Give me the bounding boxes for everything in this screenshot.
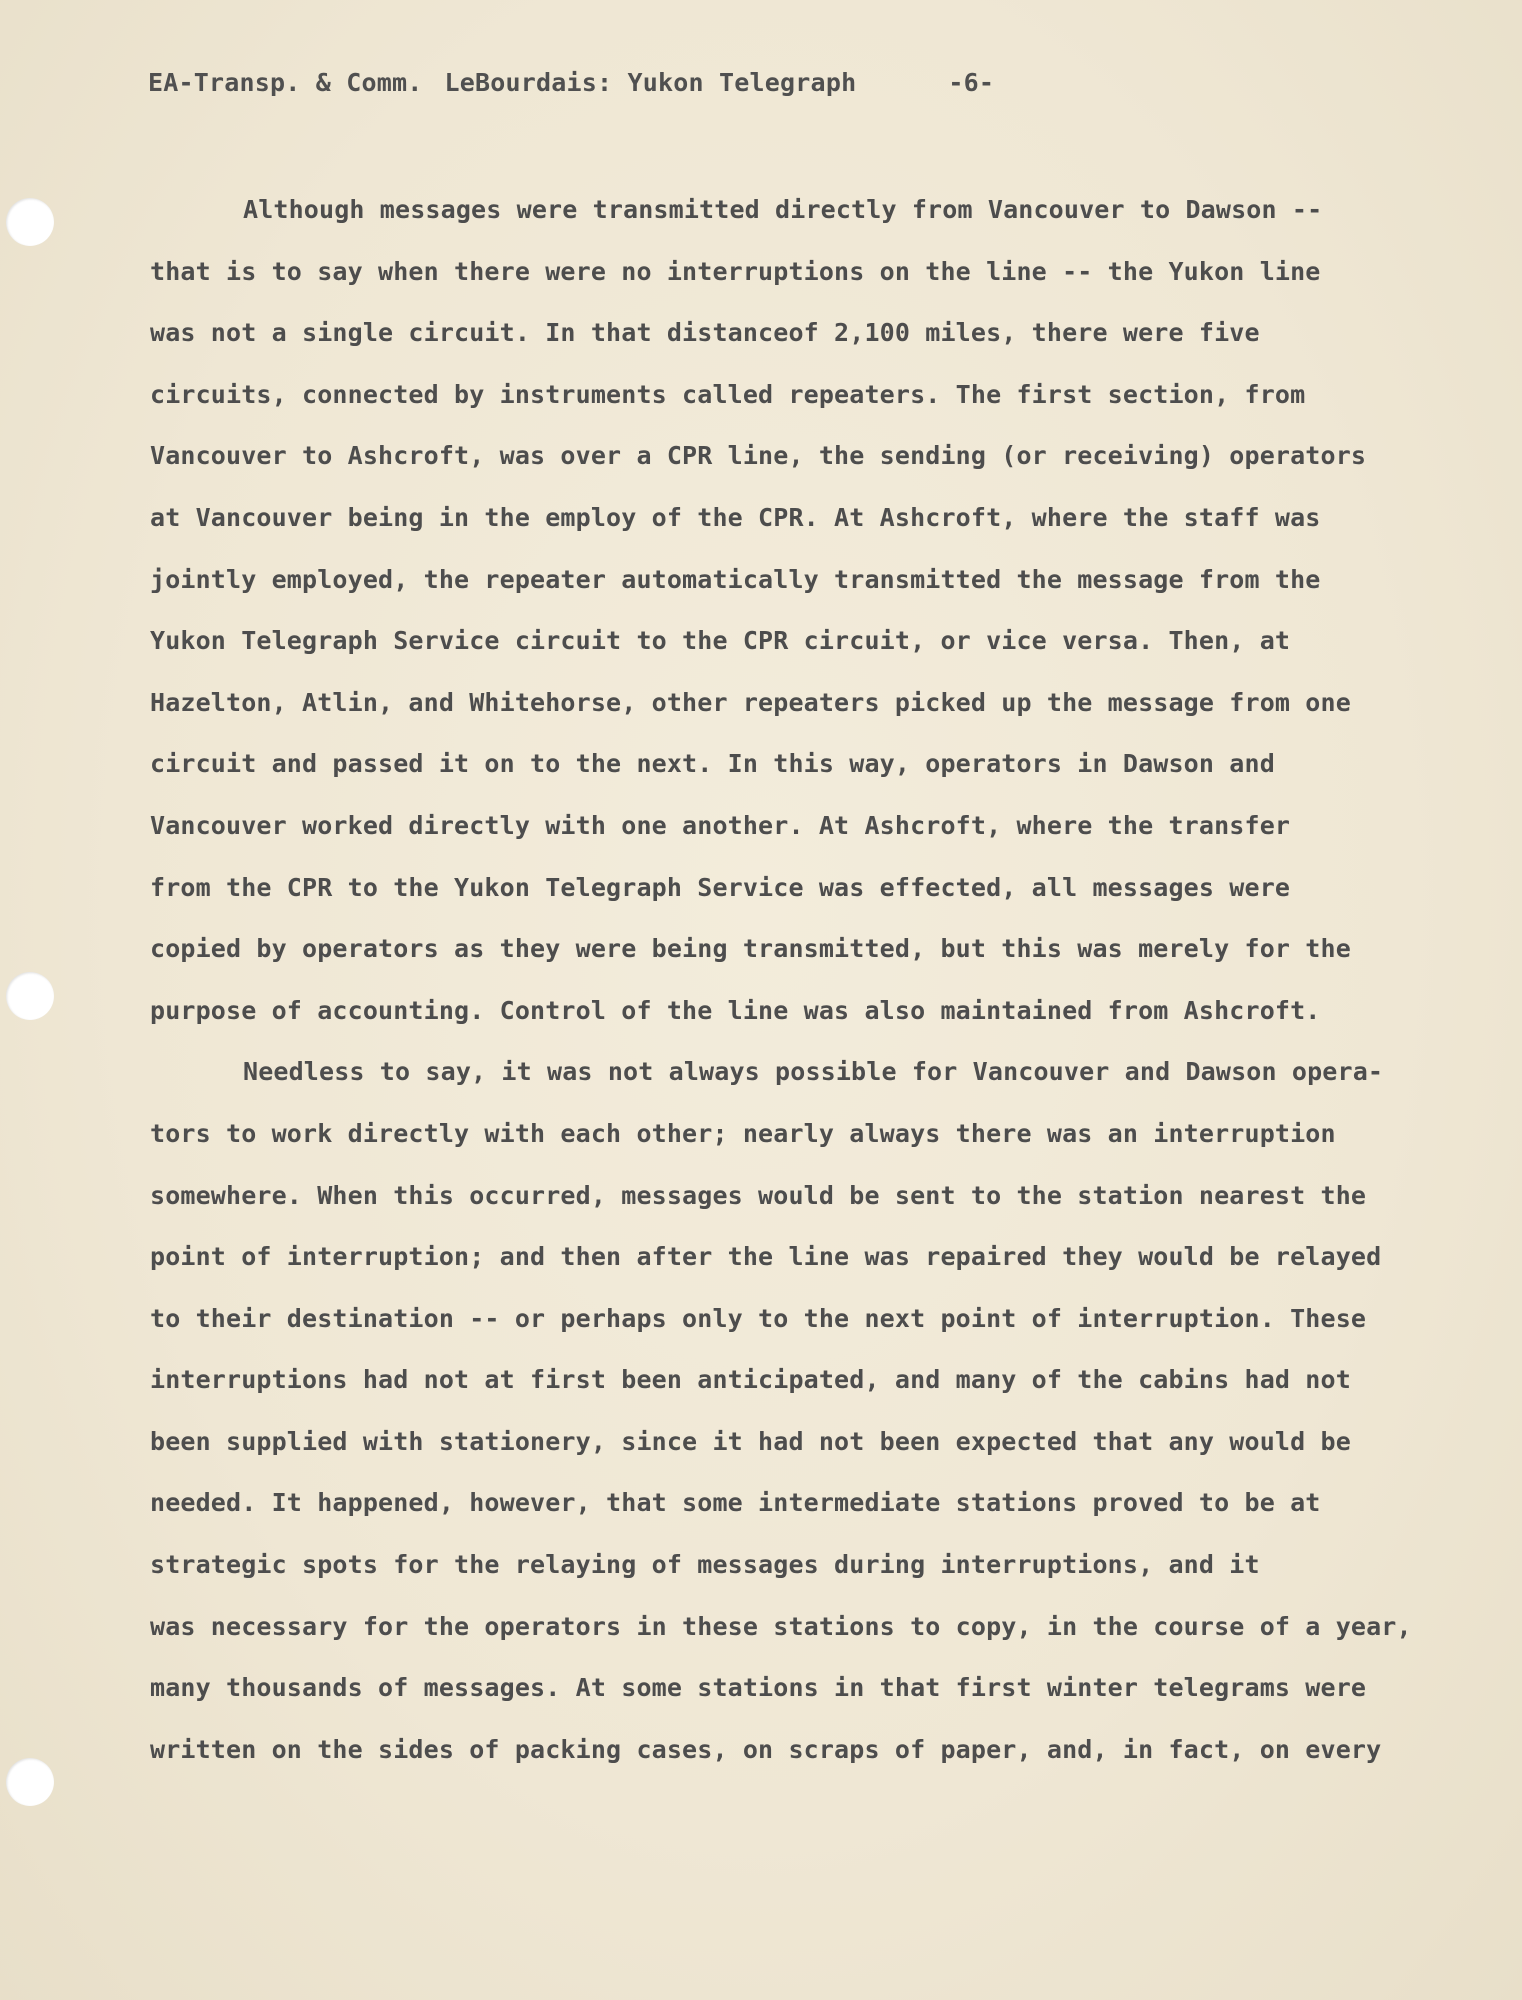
text-line: copied by operators as they were being transmitted, but this was merely for the (150, 934, 1351, 964)
body-text (150, 190, 1460, 1791)
text-line: that is to say when there were no interruptions on the line -- the Yukon line (150, 256, 1321, 286)
header-title: LeBourdais: Yukon Telegraph (444, 68, 857, 97)
text-line: Yukon Telegraph Service circuit to the CPR circuit, or vice versa. Then, at (150, 626, 1291, 656)
text-line: was necessary for the operators in these stations to copy, in the course of a year, (150, 1611, 1412, 1641)
text-line: interruptions had not at first been anticipated, and many of the cabins had not (150, 1365, 1351, 1395)
punch-hole (6, 972, 54, 1020)
text-line: somewhere. When this occurred, messages would be sent to the station nearest the (150, 1180, 1367, 1210)
page-header (148, 68, 994, 97)
text-line: circuits, connected by instruments called repeaters. The first section, from (150, 379, 1306, 409)
text-line: been supplied with stationery, since it had not been expected that any would be (150, 1426, 1351, 1456)
punch-hole (6, 198, 54, 246)
text-line: to their destination -- or perhaps only to the next point of interruption. These (150, 1303, 1367, 1333)
text-line: Needless to say, it was not always possible for Vancouver and Dawson opera- (243, 1057, 1384, 1087)
text-line: from the CPR to the Yukon Telegraph Service was effected, all messages were (150, 872, 1291, 902)
text-line: strategic spots for the relaying of messages during interruptions, and it (150, 1550, 1260, 1580)
text-line: at Vancouver being in the employ of the CPR. At Ashcroft, where the staff was (150, 502, 1321, 532)
text-line: jointly employed, the repeater automatically transmitted the message from the (150, 564, 1321, 594)
text-line: many thousands of messages. At some stations in that first winter telegrams were (150, 1673, 1367, 1703)
text-line: was not a single circuit. In that distanceof 2,100 miles, there were five (150, 318, 1260, 348)
text-line: Hazelton, Atlin, and Whitehorse, other repeaters picked up the message from one (150, 687, 1351, 717)
page-number: -6- (948, 68, 995, 97)
text-line: written on the sides of packing cases, on scraps of paper, and, in fact, on every (150, 1734, 1382, 1764)
punch-hole (6, 1758, 54, 1806)
text-line: purpose of accounting. Control of the line was also maintained from Ashcroft. (150, 995, 1321, 1025)
text-line: point of interruption; and then after the line was repaired they would be relayed (150, 1242, 1382, 1272)
header-section-label: EA-Transp. & Comm. (148, 68, 423, 97)
text-line: tors to work directly with each other; nearly always there was an interruption (150, 1118, 1336, 1148)
text-line: Vancouver worked directly with one another. At Ashcroft, where the transfer (150, 810, 1291, 840)
text-line: needed. It happened, however, that some intermediate stations proved to be at (150, 1488, 1321, 1518)
text-line: circuit and passed it on to the next. In this way, operators in Dawson and (150, 749, 1275, 779)
text-line: Vancouver to Ashcroft, was over a CPR line, the sending (or receiving) operators (150, 441, 1367, 471)
text-line: Although messages were transmitted directly from Vancouver to Dawson -- (243, 195, 1323, 224)
